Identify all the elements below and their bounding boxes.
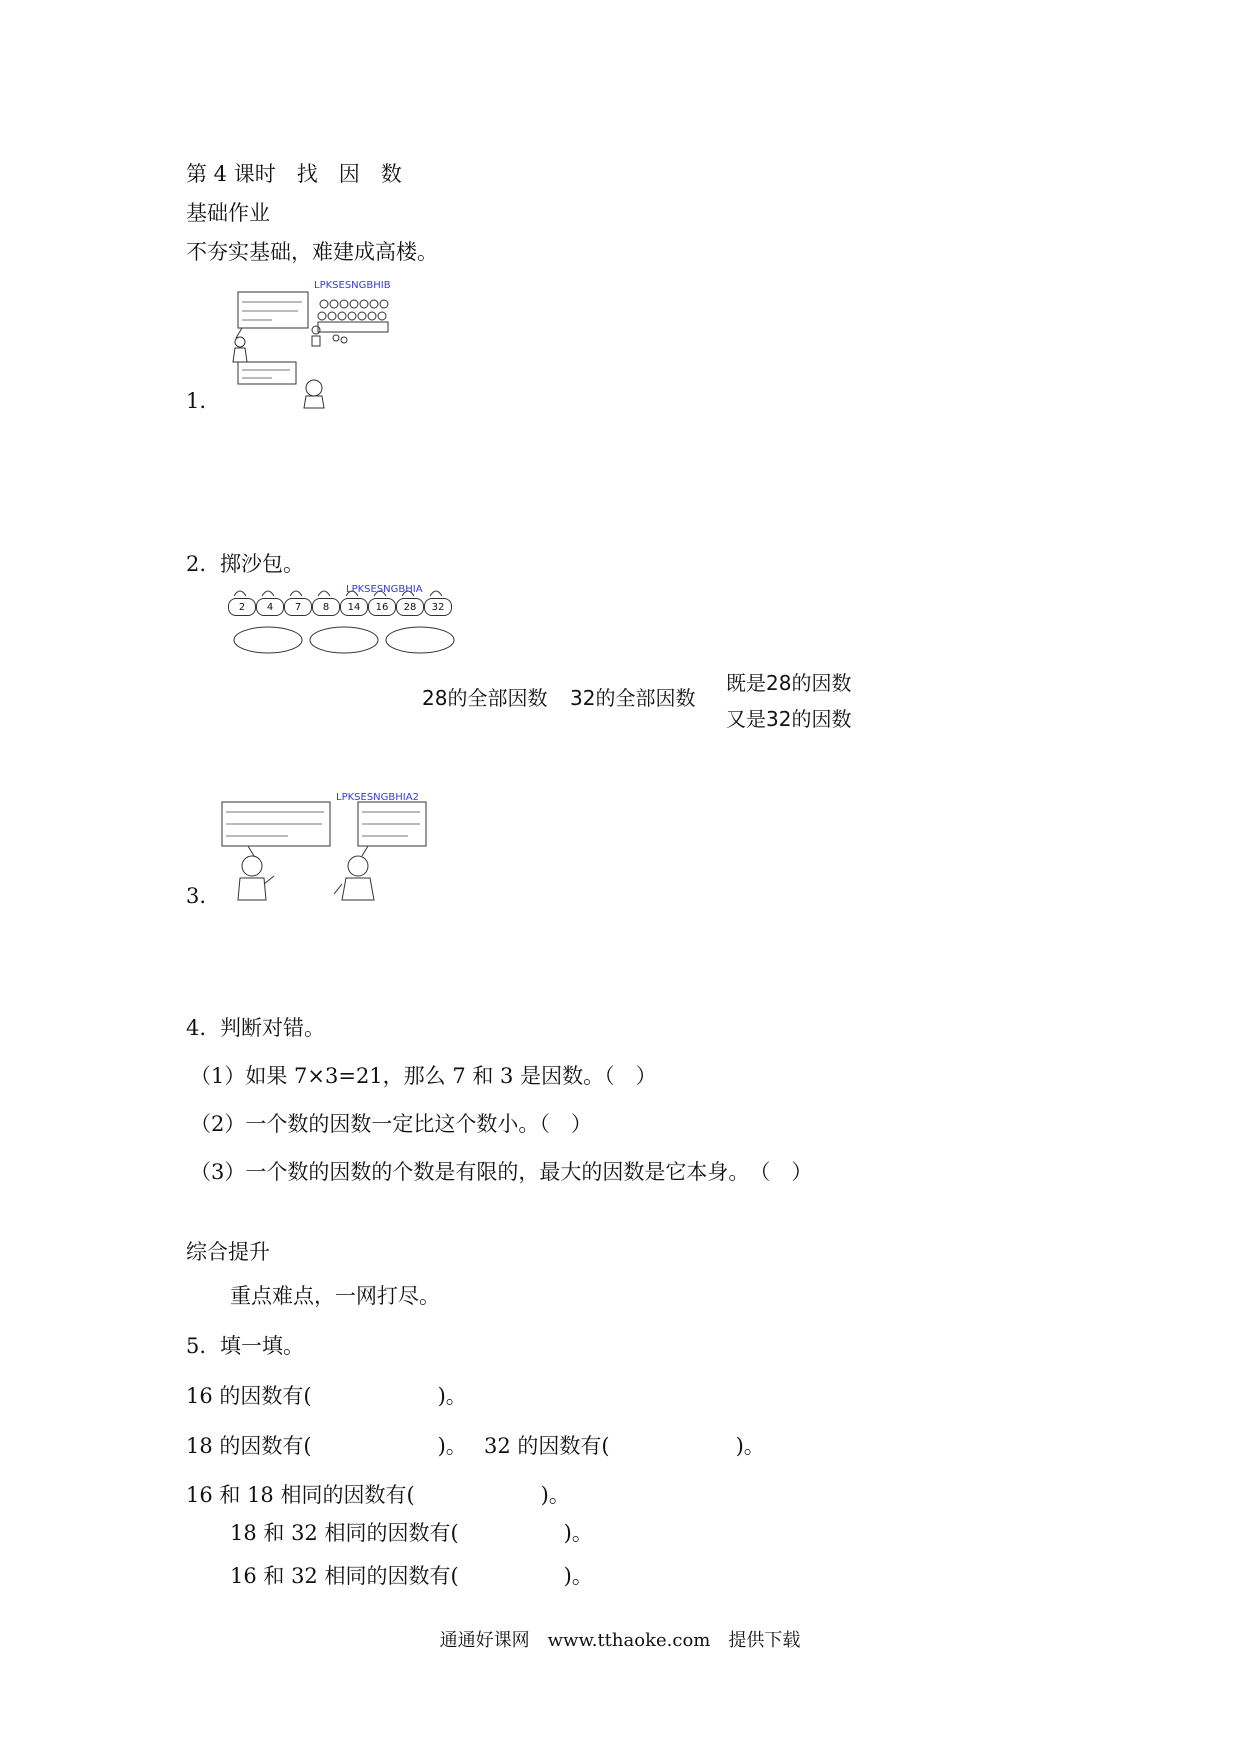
sandbag: 14 [340, 598, 368, 616]
q3-illustration [218, 792, 428, 906]
q4-number: 4. [186, 1016, 207, 1040]
q4-prompt: 判断对错。 [220, 1016, 325, 1040]
sandbag: 2 [228, 598, 256, 616]
q1-number: 1. [186, 389, 207, 413]
q2-number: 2. [186, 552, 207, 576]
q2-prompt: 掷沙包。 [220, 552, 304, 576]
q5-line-16-18-common: 16 和 18 相同的因数有( )。 [186, 1483, 570, 1507]
q5-line-18-factors: 18 的因数有( )。 [186, 1434, 467, 1458]
sandbag: 32 [424, 598, 452, 616]
q2-figure-tag: LPKSESNGBHIA [346, 584, 423, 595]
q3-number: 3. [186, 884, 207, 908]
q4-item-2: （2）一个数的因数一定比这个数小。（ ） [190, 1112, 592, 1136]
sandbag: 28 [396, 598, 424, 616]
q4-item-3: （3）一个数的因数的个数是有限的，最大的因数是它本身。 （ ） [190, 1160, 813, 1184]
q5-number: 5. [186, 1334, 207, 1358]
sandbag: 7 [284, 598, 312, 616]
sandbag: 4 [256, 598, 284, 616]
section-basic-motto: 不夯实基础，难建成高楼。 [186, 240, 438, 264]
q5-line-32-factors: 32 的因数有( )。 [484, 1434, 765, 1458]
label-common-factors-line2: 又是32的因数 [726, 707, 852, 731]
sandbag: 16 [368, 598, 396, 616]
label-common-factors-line1: 既是28的因数 [726, 671, 852, 695]
q1-figure-tag: LPKSESNGBHIB [314, 280, 391, 291]
q5-prompt: 填一填。 [220, 1334, 304, 1358]
section-basic-title: 基础作业 [186, 201, 270, 225]
section-advanced-motto: 重点难点，一网打尽。 [230, 1284, 440, 1308]
q1-illustration [232, 280, 402, 410]
q5-line-16-32-common: 16 和 32 相同的因数有( )。 [230, 1564, 593, 1588]
section-advanced-title: 综合提升 [186, 1240, 270, 1264]
q5-line-16-factors: 16 的因数有( )。 [186, 1384, 467, 1408]
q4-item-1: （1）如果 7×3=21，那么 7 和 3 是因数。（ ） [190, 1064, 657, 1088]
lesson-title: 第 4 课时 找 因 数 [186, 162, 402, 186]
sandbag-row [228, 598, 458, 618]
label-all-factors-28: 28的全部因数 [422, 686, 548, 710]
sandbag: 8 [312, 598, 340, 616]
q3-figure-tag: LPKSESNGBHIA2 [336, 792, 419, 803]
q2-sandbag-illustration [228, 584, 458, 664]
label-all-factors-32: 32的全部因数 [570, 686, 696, 710]
q5-line-18-32-common: 18 和 32 相同的因数有( )。 [230, 1521, 593, 1545]
page-footer: 通通好课网 www.tthaoke.com 提供下载 [439, 1630, 801, 1651]
